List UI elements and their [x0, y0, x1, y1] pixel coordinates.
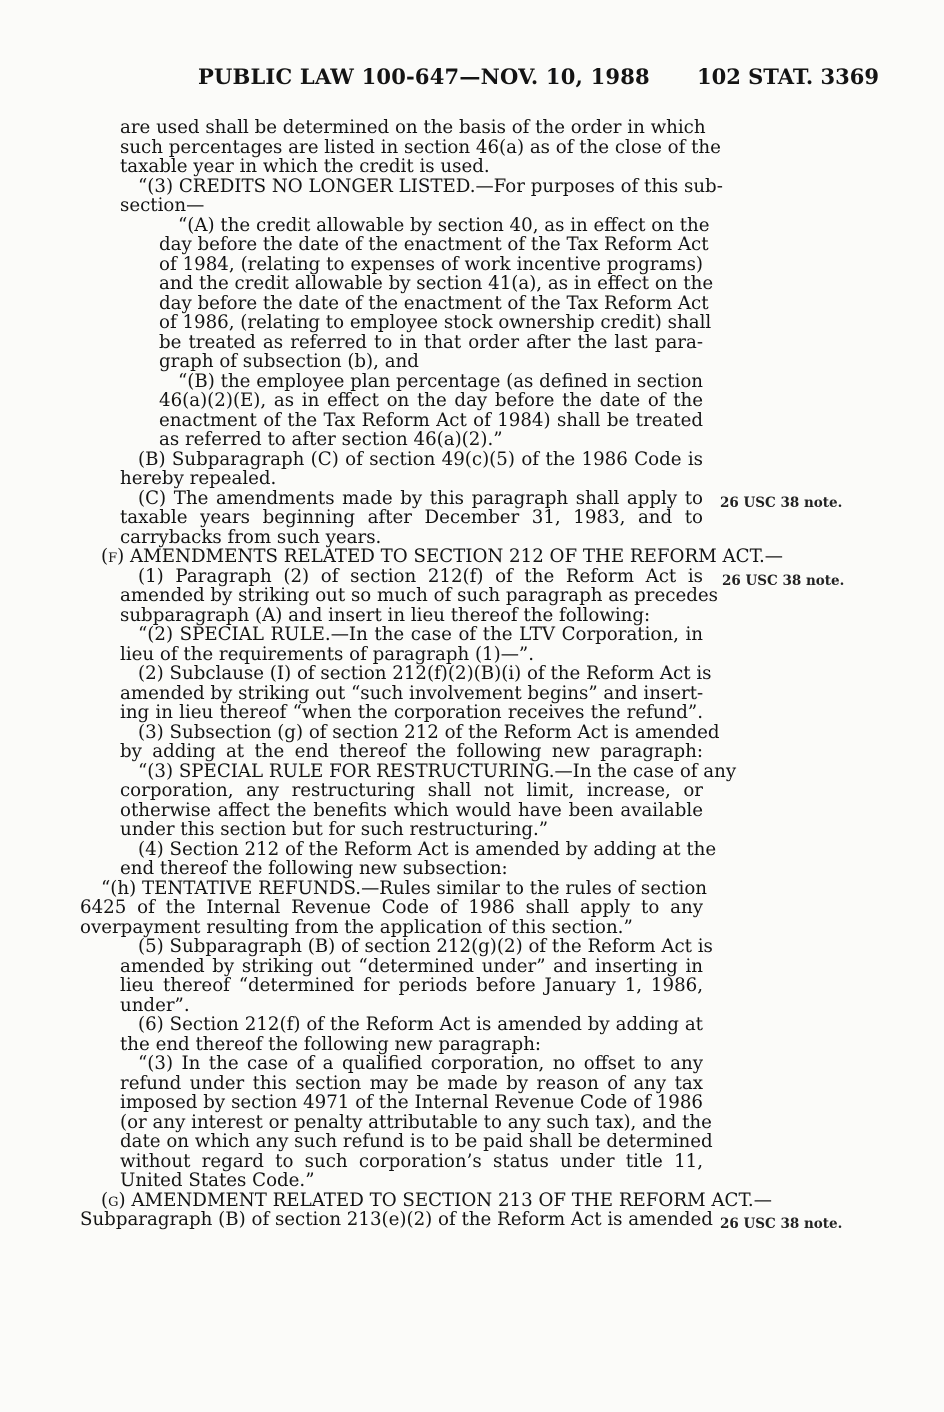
text-line: subparagraph (A) and insert in lieu thereof the following: — [120, 604, 651, 626]
text-line: refund under this section may be made by reason of any tax — [120, 1072, 703, 1094]
text-line: amended by striking out “such involvement begins” and insert- — [120, 682, 704, 704]
text-line: amended by striking out so much of such paragraph as precedes — [120, 585, 718, 606]
text-line: ing in lieu thereof “when the corporation receives the refund”. — [120, 702, 703, 723]
text-line: under this section but for such restructuring.” — [120, 819, 549, 840]
text-line: be treated as referred to in that order after the last para- — [159, 331, 703, 353]
text-line: (3) Subsection (g) of section 212 of the Reform Act is amended — [138, 721, 720, 743]
text-line: carrybacks from such years. — [120, 526, 382, 548]
text-line: “(h) TENTATIVE REFUNDS.—Rules similar to the rules of section — [101, 877, 707, 899]
text-line: (2) Subclause (I) of section 212(f)(2)(B)(i) of the Reform Act is — [138, 663, 712, 684]
text-line: Subparagraph (B) of section 213(e)(2) of the Reform Act is amended — [80, 1209, 713, 1230]
text-line: by adding at the end thereof the following new paragraph: — [120, 741, 703, 762]
text-line: of 1984, (relating to expenses of work incentive programs) — [159, 253, 703, 275]
text-line: and the credit allowable by section 41(a), as in effect on the — [159, 273, 714, 294]
text-line: “(3) CREDITS NO LONGER LISTED.—For purposes of this sub- — [138, 175, 723, 197]
text-line: day before the date of the enactment of the Tax Reform Act — [159, 234, 709, 255]
text-line: such percentages are listed in section 46(a) as of the close of the — [120, 136, 721, 158]
text-line: United States Code.” — [120, 1170, 315, 1191]
text-line: “(B) the employee plan percentage (as defined in section — [178, 370, 703, 392]
text-line: (6) Section 212(f) of the Reform Act is amended by adding at — [138, 1014, 703, 1035]
text-line: taxable year in which the credit is used. — [120, 156, 490, 177]
text-line: (or any interest or penalty attributable to any such tax), and the — [120, 1111, 712, 1133]
margin-note-citation: 26 USC 38 note. — [720, 495, 843, 511]
text-line: hereby repealed. — [120, 468, 277, 489]
page-header-title: PUBLIC LAW 100-647—NOV. 10, 1988 — [198, 64, 650, 89]
margin-note-citation: 26 USC 38 note. — [722, 573, 845, 589]
text-line: graph of subsection (b), and — [159, 351, 419, 372]
margin-note-citation: 26 USC 38 note. — [720, 1216, 843, 1232]
text-line: “(2) SPECIAL RULE.—In the case of the LTV Corporation, in — [138, 624, 703, 645]
text-line: 6425 of the Internal Revenue Code of 1986 shall apply to any — [80, 897, 703, 918]
text-line: otherwise affect the benefits which would have been available — [120, 799, 703, 821]
section-heading: (f) AMENDMENTS RELATED TO SECTION 212 OF THE REFORM ACT.— — [101, 546, 783, 567]
text-line: enactment of the Tax Reform Act of 1984) shall be treated — [159, 409, 703, 431]
text-line: end thereof the following new subsection: — [120, 858, 508, 879]
text-line: (B) Subparagraph (C) of section 49(c)(5) of the 1986 Code is — [138, 448, 703, 470]
text-line: are used shall be determined on the basis of the order in which — [120, 117, 706, 138]
text-line: taxable years beginning after December 31, 1983, and to — [120, 507, 703, 528]
text-line: without regard to such corporation’s status under title 11, — [120, 1150, 703, 1172]
text-line: (1) Paragraph (2) of section 212(f) of the Reform Act is — [138, 565, 703, 587]
text-line: under”. — [120, 994, 190, 1016]
text-line: the end thereof the following new paragraph: — [120, 1033, 542, 1055]
text-line: day before the date of the enactment of the Tax Reform Act — [159, 292, 709, 314]
page-header-stat: 102 STAT. 3369 — [697, 64, 879, 89]
text-line: of 1986, (relating to employee stock ownership credit) shall — [159, 312, 712, 333]
text-line: (C) The amendments made by this paragraph shall apply to — [138, 487, 703, 509]
text-line: “(3) In the case of a qualified corporation, no offset to any — [138, 1053, 703, 1074]
section-heading: (g) AMENDMENT RELATED TO SECTION 213 OF THE REFORM ACT.— — [101, 1189, 772, 1211]
text-line: lieu thereof “determined for periods before January 1, 1986, — [120, 975, 703, 996]
text-line: section— — [120, 195, 205, 216]
text-line: “(A) the credit allowable by section 40, as in effect on the — [178, 214, 710, 236]
text-line: date on which any such refund is to be paid shall be determined — [120, 1131, 713, 1152]
text-line: overpayment resulting from the application of this section.” — [80, 916, 633, 938]
text-line: imposed by section 4971 of the Internal Revenue Code of 1986 — [120, 1092, 703, 1113]
text-line: “(3) SPECIAL RULE FOR RESTRUCTURING.—In the case of any — [138, 760, 737, 782]
text-line: as referred to after section 46(a)(2).” — [159, 429, 503, 450]
text-line: (4) Section 212 of the Reform Act is amended by adding at the — [138, 838, 717, 860]
text-line: (5) Subparagraph (B) of section 212(g)(2) of the Reform Act is — [138, 936, 713, 957]
text-line: corporation, any restructuring shall not limit, increase, or — [120, 780, 703, 801]
text-line: amended by striking out “determined under” and inserting in — [120, 955, 703, 977]
text-line: 46(a)(2)(E), as in effect on the day before the date of the — [159, 390, 703, 411]
text-line: lieu of the requirements of paragraph (1)—”. — [120, 643, 534, 665]
